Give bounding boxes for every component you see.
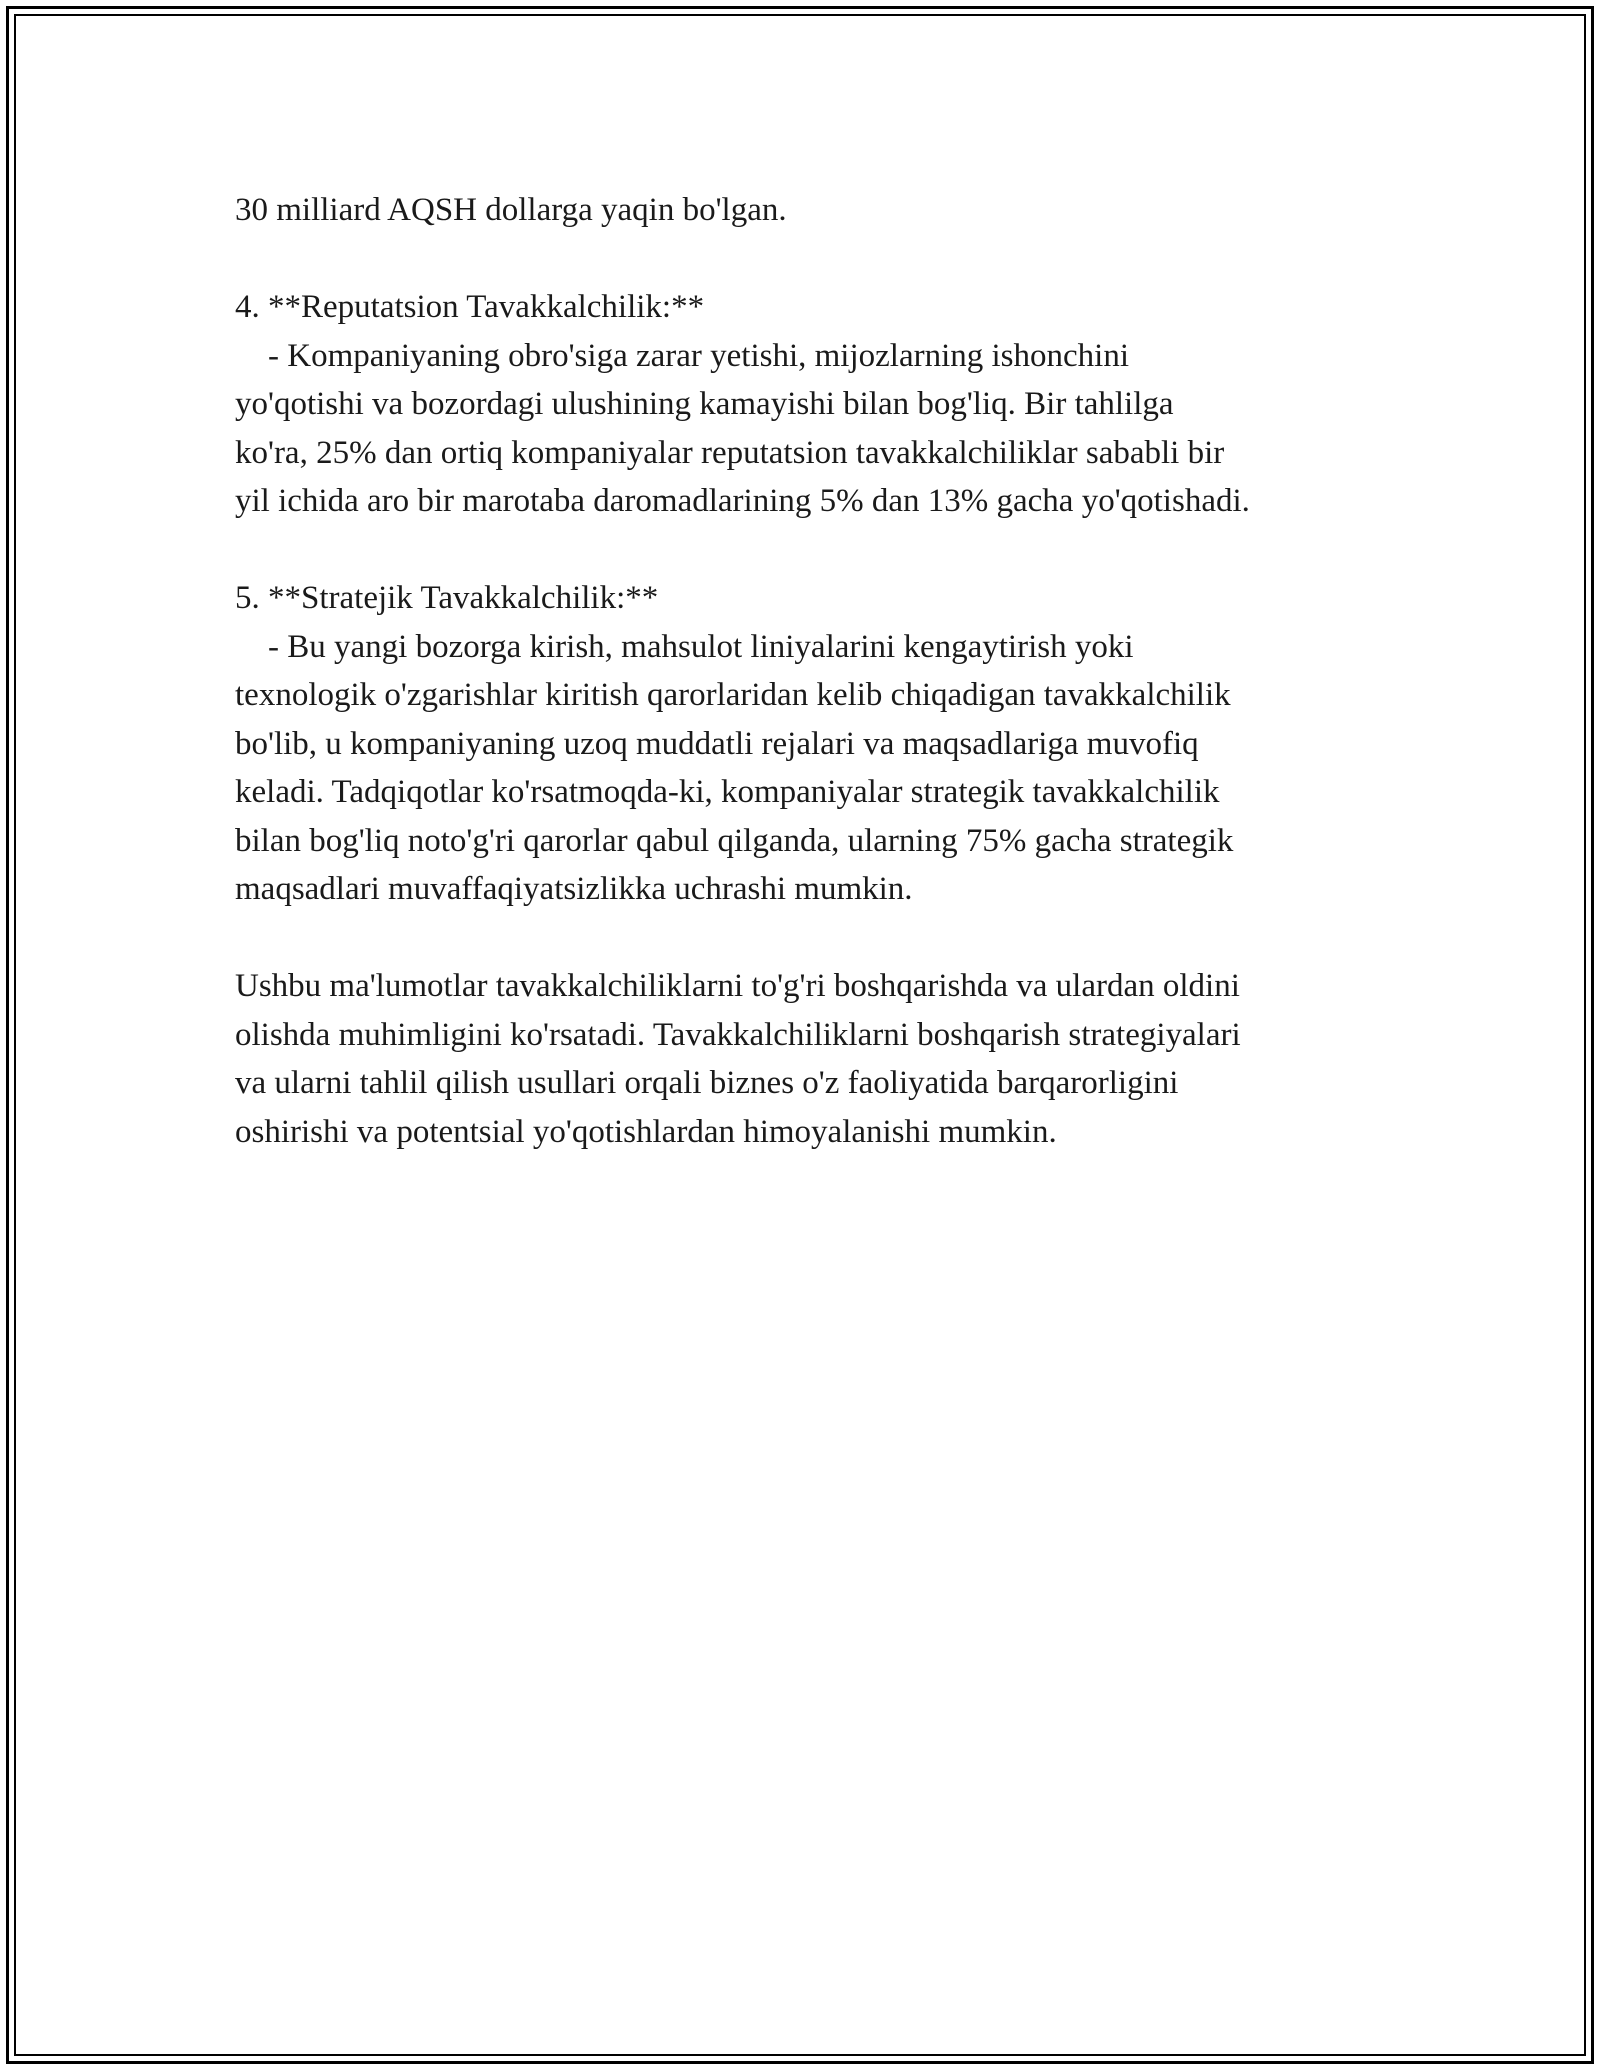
section-line: bo'lib, u kompaniyaning uzoq muddatli rejalari va maqsadlariga muvofiq — [235, 725, 1199, 762]
section-line: - Bu yangi bozorga kirish, mahsulot liniyalarini kengaytirish yoki — [235, 628, 1134, 665]
paragraph-gap — [235, 914, 1415, 963]
section-line: texnologik o'zgarishlar kiritish qarorlaridan kelib chiqadigan tavakkalchilik — [235, 677, 1231, 713]
conclusion-paragraph — [235, 962, 1415, 1156]
section-line: maqsadlari muvaffaqiyatsizlikka uchrashi mumkin. — [235, 871, 913, 907]
document-body — [235, 186, 1415, 1156]
conclusion-line: olishda muhimligini ko'rsatadi. Tavakkalchiliklarni boshqarish strategiyalari — [235, 1016, 1241, 1053]
section-line: yil ichida aro bir marotaba daromadlarining 5% dan 13% gacha yo'qotishadi. — [235, 483, 1250, 519]
section-line: keladi. Tadqiqotlar ko'rsatmoqda-ki, kompaniyalar strategik tavakkalchilik — [235, 774, 1220, 810]
conclusion-line: Ushbu ma'lumotlar tavakkalchiliklarni to'g'ri boshqarishda va ulardan oldini — [235, 968, 1240, 1004]
conclusion-line: va ularni tahlil qilish usullari orqali biznes o'z faoliyatida barqarorligini — [235, 1065, 1179, 1101]
section-line: yo'qotishi va bozordagi ulushining kamayishi bilan bog'liq. Bir tahlilga — [235, 386, 1174, 422]
conclusion-line: oshirishi va potentsial yo'qotishlardan himoyalanishi mumkin. — [235, 1113, 1057, 1150]
paragraph-gap — [235, 526, 1415, 575]
section-line: bilan bog'liq noto'g'ri qarorlar qabul qilganda, ularning 75% gacha strategik — [235, 822, 1234, 859]
intro-line: 30 milliard AQSH dollarga yaqin bo'lgan. — [235, 192, 787, 228]
section-reputational-risk — [235, 283, 1415, 526]
section-line: - Kompaniyaning obro'siga zarar yetishi, mijozlarning ishonchini — [235, 337, 1129, 374]
section-strategic-risk — [235, 574, 1415, 914]
section-heading: 5. **Stratejik Tavakkalchilik:** — [235, 580, 659, 616]
section-heading: 4. **Reputatsion Tavakkalchilik:** — [235, 289, 705, 325]
paragraph-gap — [235, 235, 1415, 284]
section-line: ko'ra, 25% dan ortiq kompaniyalar reputatsion tavakkalchiliklar sababli bir — [235, 434, 1225, 471]
